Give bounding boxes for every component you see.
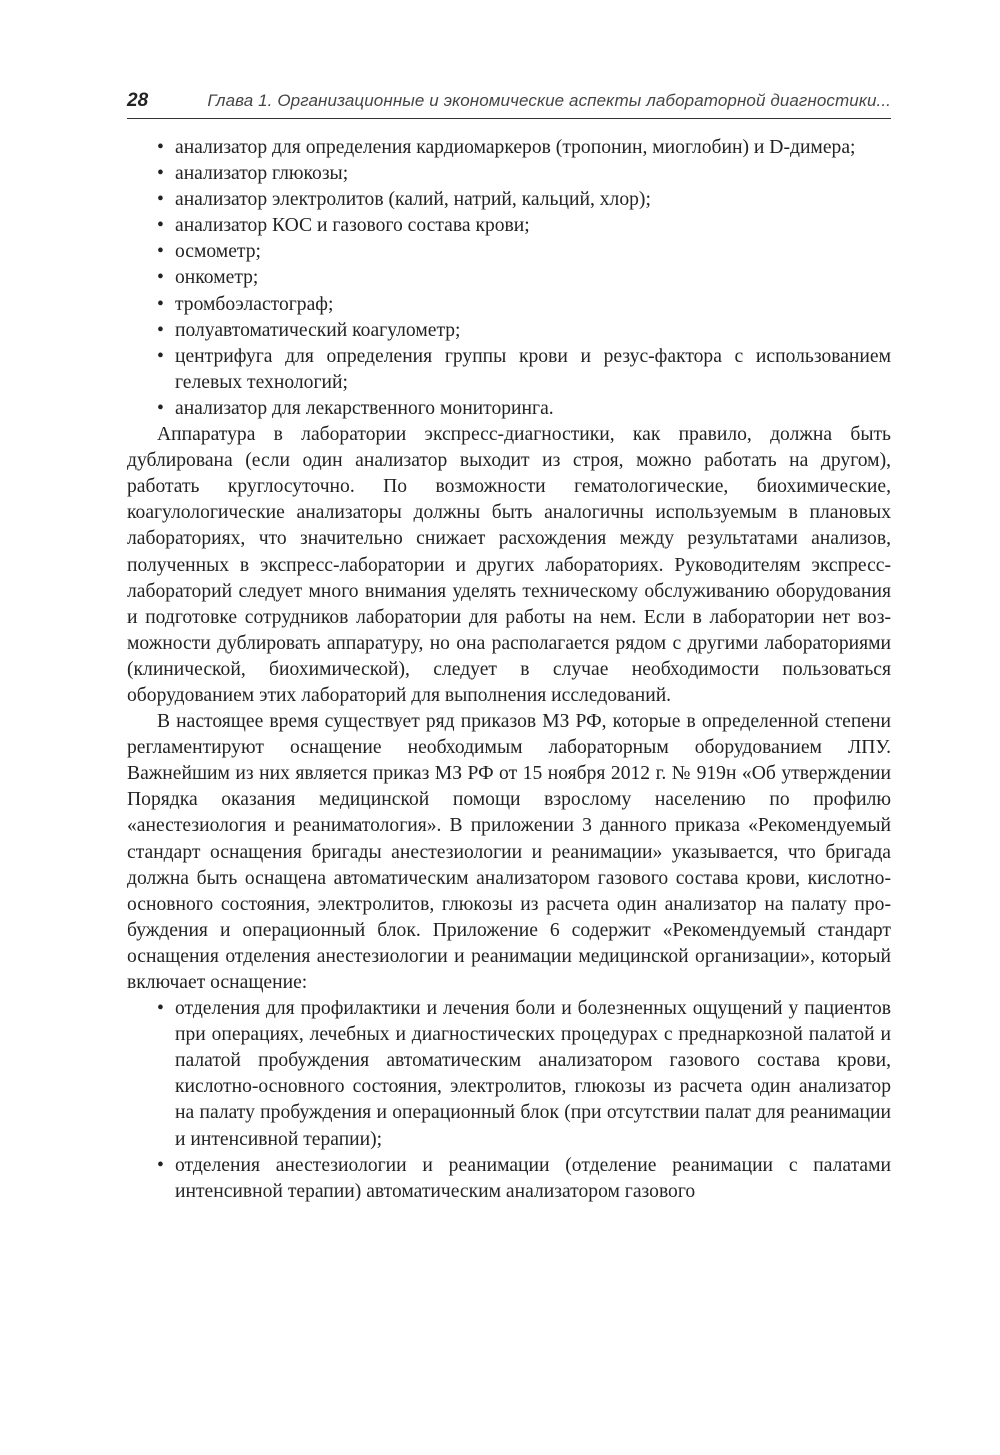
list-item: • анализатор электролитов (калий, натрий, кальций, хлор);: [127, 187, 891, 213]
list-item: • анализатор КОС и газового состава крови;: [127, 213, 891, 239]
list-item: • анализатор глюкозы;: [127, 161, 891, 187]
list-item: • отделения для профилактики и лечения боли и болезненных ощущений у пациентов при операциях, лечебных и диагностических процедурах с преднаркозной палатой и палатой пробуждения автоматическим анализатором газового состава крови, кислотно-основного состояния, электролитов, глюкозы из расчета один анализатор на палату пробуждения и операционный блок (при отсутствии палат для реанимации и интенсивной терапии);: [127, 996, 891, 1153]
paragraph-equipment-duplication: Аппаратура в лаборатории экспресс-диагностики, как правило, должна быть дублирована (если один анализатор выходит из строя, можно работать на другом), работать круглосуточно. По возможности гематологические, биохимические, коагулологические анализаторы должны быть аналогичны используемым в плановых лабораториях, что значительно снижает расхождения между результатами анализов, полученных в экспресс-лаборатории и других лабораториях. Руководителям экспресс-лабораторий следует много внимания уделять техническому обслуживанию оборудования и подготовке сотрудников лаборатории для работы на нем. Если в лаборатории нет возможности дублировать аппаратуру, но она располагается рядом с другими лабораториями (клинической, биохимической), следует в случае необходимости пользоваться оборудованием этих лабораторий для выполнения исследований.: [127, 424, 891, 706]
paragraph-ministry-orders: В настоящее время существует ряд приказов МЗ РФ, которые в определенной степени регламентируют оснащение необходимым лабораторным оборудованием ЛПУ. Важнейшим из них является приказ МЗ РФ от 15 ноября 2012 г. № 919н «Об утверждении Порядка оказания медицинской помощи взрослому населению по профилю «анестезиология и реаниматология». В приложении 3 данного приказа «Рекомендуемый стандарт оснащения бригады анестезиологии и реанимации» указывается, что бригада должна быть оснащена автоматическим анализатором газового состава крови, кислотно-основного состояния, электролитов, глюкозы из расчета один анализатор на палату пробуждения и операционный блок. Приложение 6 содержит «Рекомендуемый стандарт оснащения отделения анестезиологии и реанимации медицинской организации», который включает оснащение:: [127, 711, 891, 993]
page-number: 28: [127, 90, 149, 111]
equipment-list: [127, 135, 891, 422]
list-item: • тромбоэластограф;: [127, 292, 891, 318]
chapter-title: Глава 1. Организационные и экономические аспекты лабораторной диагностики...: [207, 91, 891, 110]
list-item: • анализатор для лекарственного мониторинга.: [127, 396, 891, 422]
page-body: [127, 135, 891, 1205]
list-item: • онкометр;: [127, 265, 891, 291]
list-item: • центрифуга для определения группы крови и резус-фактора с использованием гелевых технологий;: [127, 344, 891, 396]
list-item: • осмометр;: [127, 239, 891, 265]
running-header: [127, 84, 891, 119]
list-item: • полуавтоматический коагулометр;: [127, 318, 891, 344]
list-item: • отделения анестезиологии и реанимации (отделение реанимации с палатами интенсивной терапии) автоматическим анализатором газового: [127, 1153, 891, 1205]
department-equipment-list: [127, 996, 891, 1205]
list-item: • анализатор для определения кардиомаркеров (тропонин, миоглобин) и D-димера;: [127, 135, 891, 161]
